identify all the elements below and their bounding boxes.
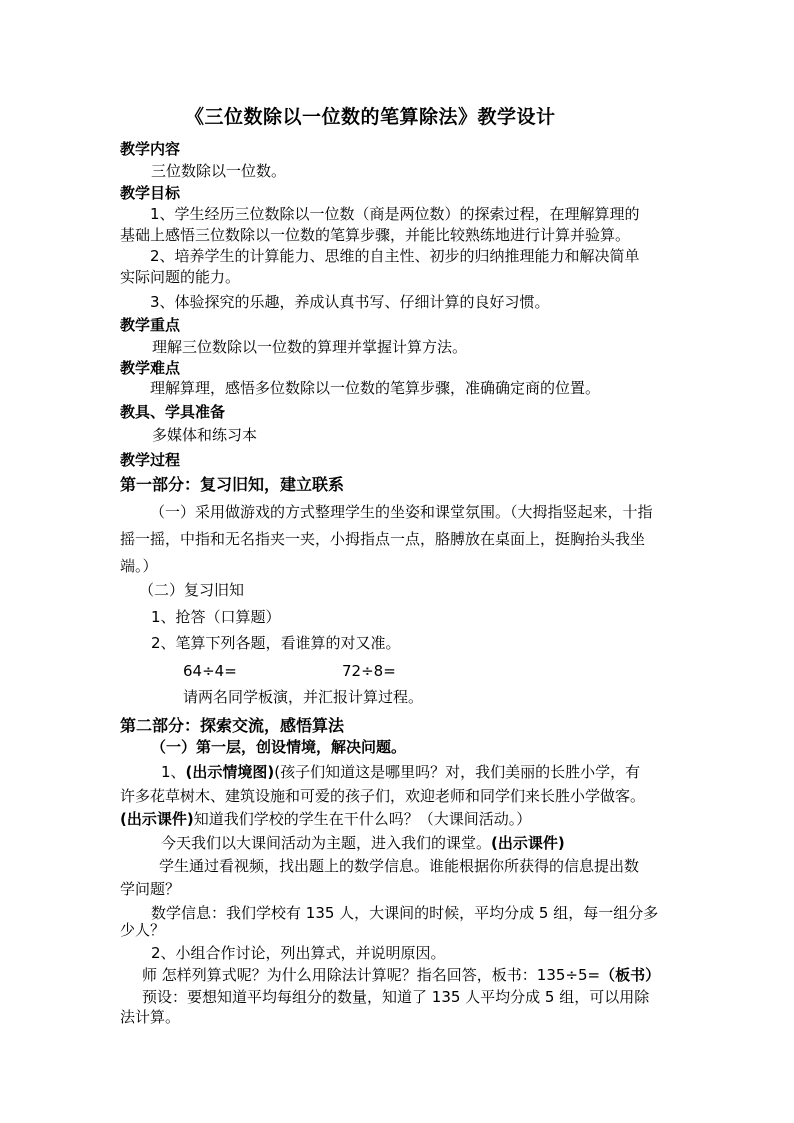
goal-3: 3、体验探究的乐趣，养成认真书写、仔细计算的良好习惯。 — [150, 293, 550, 311]
tools-text: 多媒体和练习本 — [152, 426, 258, 444]
courseware-tag: (出示课件) — [120, 810, 194, 828]
math-info-line-1: 数学信息：我们学校有 135 人，大课间的时候，平均分成 5 组，每一组分多 — [151, 904, 659, 922]
goal-2-line-2: 实际问题的能力。 — [120, 268, 241, 286]
group-discussion: 2、小组合作讨论，列出算式，并说明原因。 — [151, 944, 446, 962]
teacher-text: 师 怎样列算式呢？为什么用除法计算呢？指名回答，板书：135÷5= — [142, 966, 601, 984]
scene-line-3-text: 知道我们学校的学生在干什么吗？（大课间活动。） — [193, 810, 532, 828]
expression-2: 72÷8= — [342, 662, 396, 680]
scene-text: (孩子们知道这是哪里吗？对，我们美丽的长胜小学，有 — [274, 763, 641, 781]
part-1-paragraph-line-2: 摇一摇，中指和无名指夹一夹，小拇指点一点，胳膊放在桌面上，挺胸抬头我坐 — [120, 530, 646, 548]
key-text: 理解三位数除以一位数的算理并掌握计算方法。 — [152, 338, 468, 356]
scene-tag: (出示情境图) — [185, 763, 275, 781]
goal-1-line-1: 1、学生经历三位数除以一位数（商是两位数）的探索过程，在理解算理的 — [150, 205, 640, 223]
part-1-paragraph-line-1: （一）采用做游戏的方式整理学生的坐姿和课堂氛围。（大拇指竖起来，十指 — [150, 503, 653, 521]
goal-2-line-1: 2、培养学生的计算能力、思维的自主性、初步的归纳推理能力和解决简单 — [150, 247, 640, 265]
key-heading: 教学重点 — [120, 316, 181, 334]
difficulty-text: 理解算理，感悟多位数除以一位数的笔算步骤，准确确定商的位置。 — [150, 379, 601, 397]
scene-line-1 — [161, 762, 640, 782]
tools-heading: 教具、学具准备 — [120, 403, 226, 421]
part-1-paragraph-line-3: 端。） — [120, 557, 158, 575]
topic-line — [161, 833, 565, 853]
part-1-review: （二）复习旧知 — [139, 581, 245, 599]
preset-line-1: 预设：要想知道平均每组分的数量，知道了 135 人平均分成 5 组，可以用除 — [142, 988, 650, 1006]
topic-text: 今天我们以大课间活动为主题，进入我们的课堂。 — [161, 834, 492, 852]
part-1-heading: 第一部分：复习旧知，建立联系 — [120, 475, 345, 494]
part-1-item-1: 1、抢答（口算题） — [151, 608, 281, 626]
document-title: 《三位数除以一位数的笔算除法》教学设计 — [185, 106, 556, 128]
expression-1: 64÷4= — [183, 662, 237, 680]
board-tag: （板书） — [600, 966, 661, 984]
scene-number: 1、 — [161, 763, 186, 781]
math-info-line-2: 少人？ — [120, 921, 166, 939]
scene-line-3 — [120, 809, 531, 829]
part-2-subheading: （一）第一层，创设情境，解决问题。 — [151, 738, 407, 756]
video-line-1: 学生通过看视频，找出题上的数学信息。谁能根据你所获得的信息提出数 — [159, 857, 640, 875]
teacher-line — [142, 965, 660, 985]
part-1-board-note: 请两名同学板演，并汇报计算过程。 — [183, 688, 424, 706]
content-heading: 教学内容 — [120, 140, 181, 158]
process-heading: 教学过程 — [120, 451, 181, 469]
content-text: 三位数除以一位数。 — [151, 162, 287, 180]
part-2-heading: 第二部分：探索交流，感悟算法 — [120, 716, 345, 735]
scene-line-2: 许多花草树木、建筑设施和可爱的孩子们，欢迎老师和同学们来长胜小学做客。 — [120, 787, 646, 805]
goals-heading: 教学目标 — [120, 184, 181, 202]
goal-1-line-2: 基础上感悟三位数除以一位数的笔算步骤，并能比较熟练地进行计算并验算。 — [120, 226, 631, 244]
video-line-2: 学问题？ — [120, 880, 181, 898]
preset-line-2: 法计算。 — [120, 1008, 181, 1026]
topic-tag: (出示课件) — [491, 834, 565, 852]
difficulty-heading: 教学难点 — [120, 359, 181, 377]
part-1-item-2: 2、笔算下列各题，看谁算的对又准。 — [151, 634, 401, 652]
